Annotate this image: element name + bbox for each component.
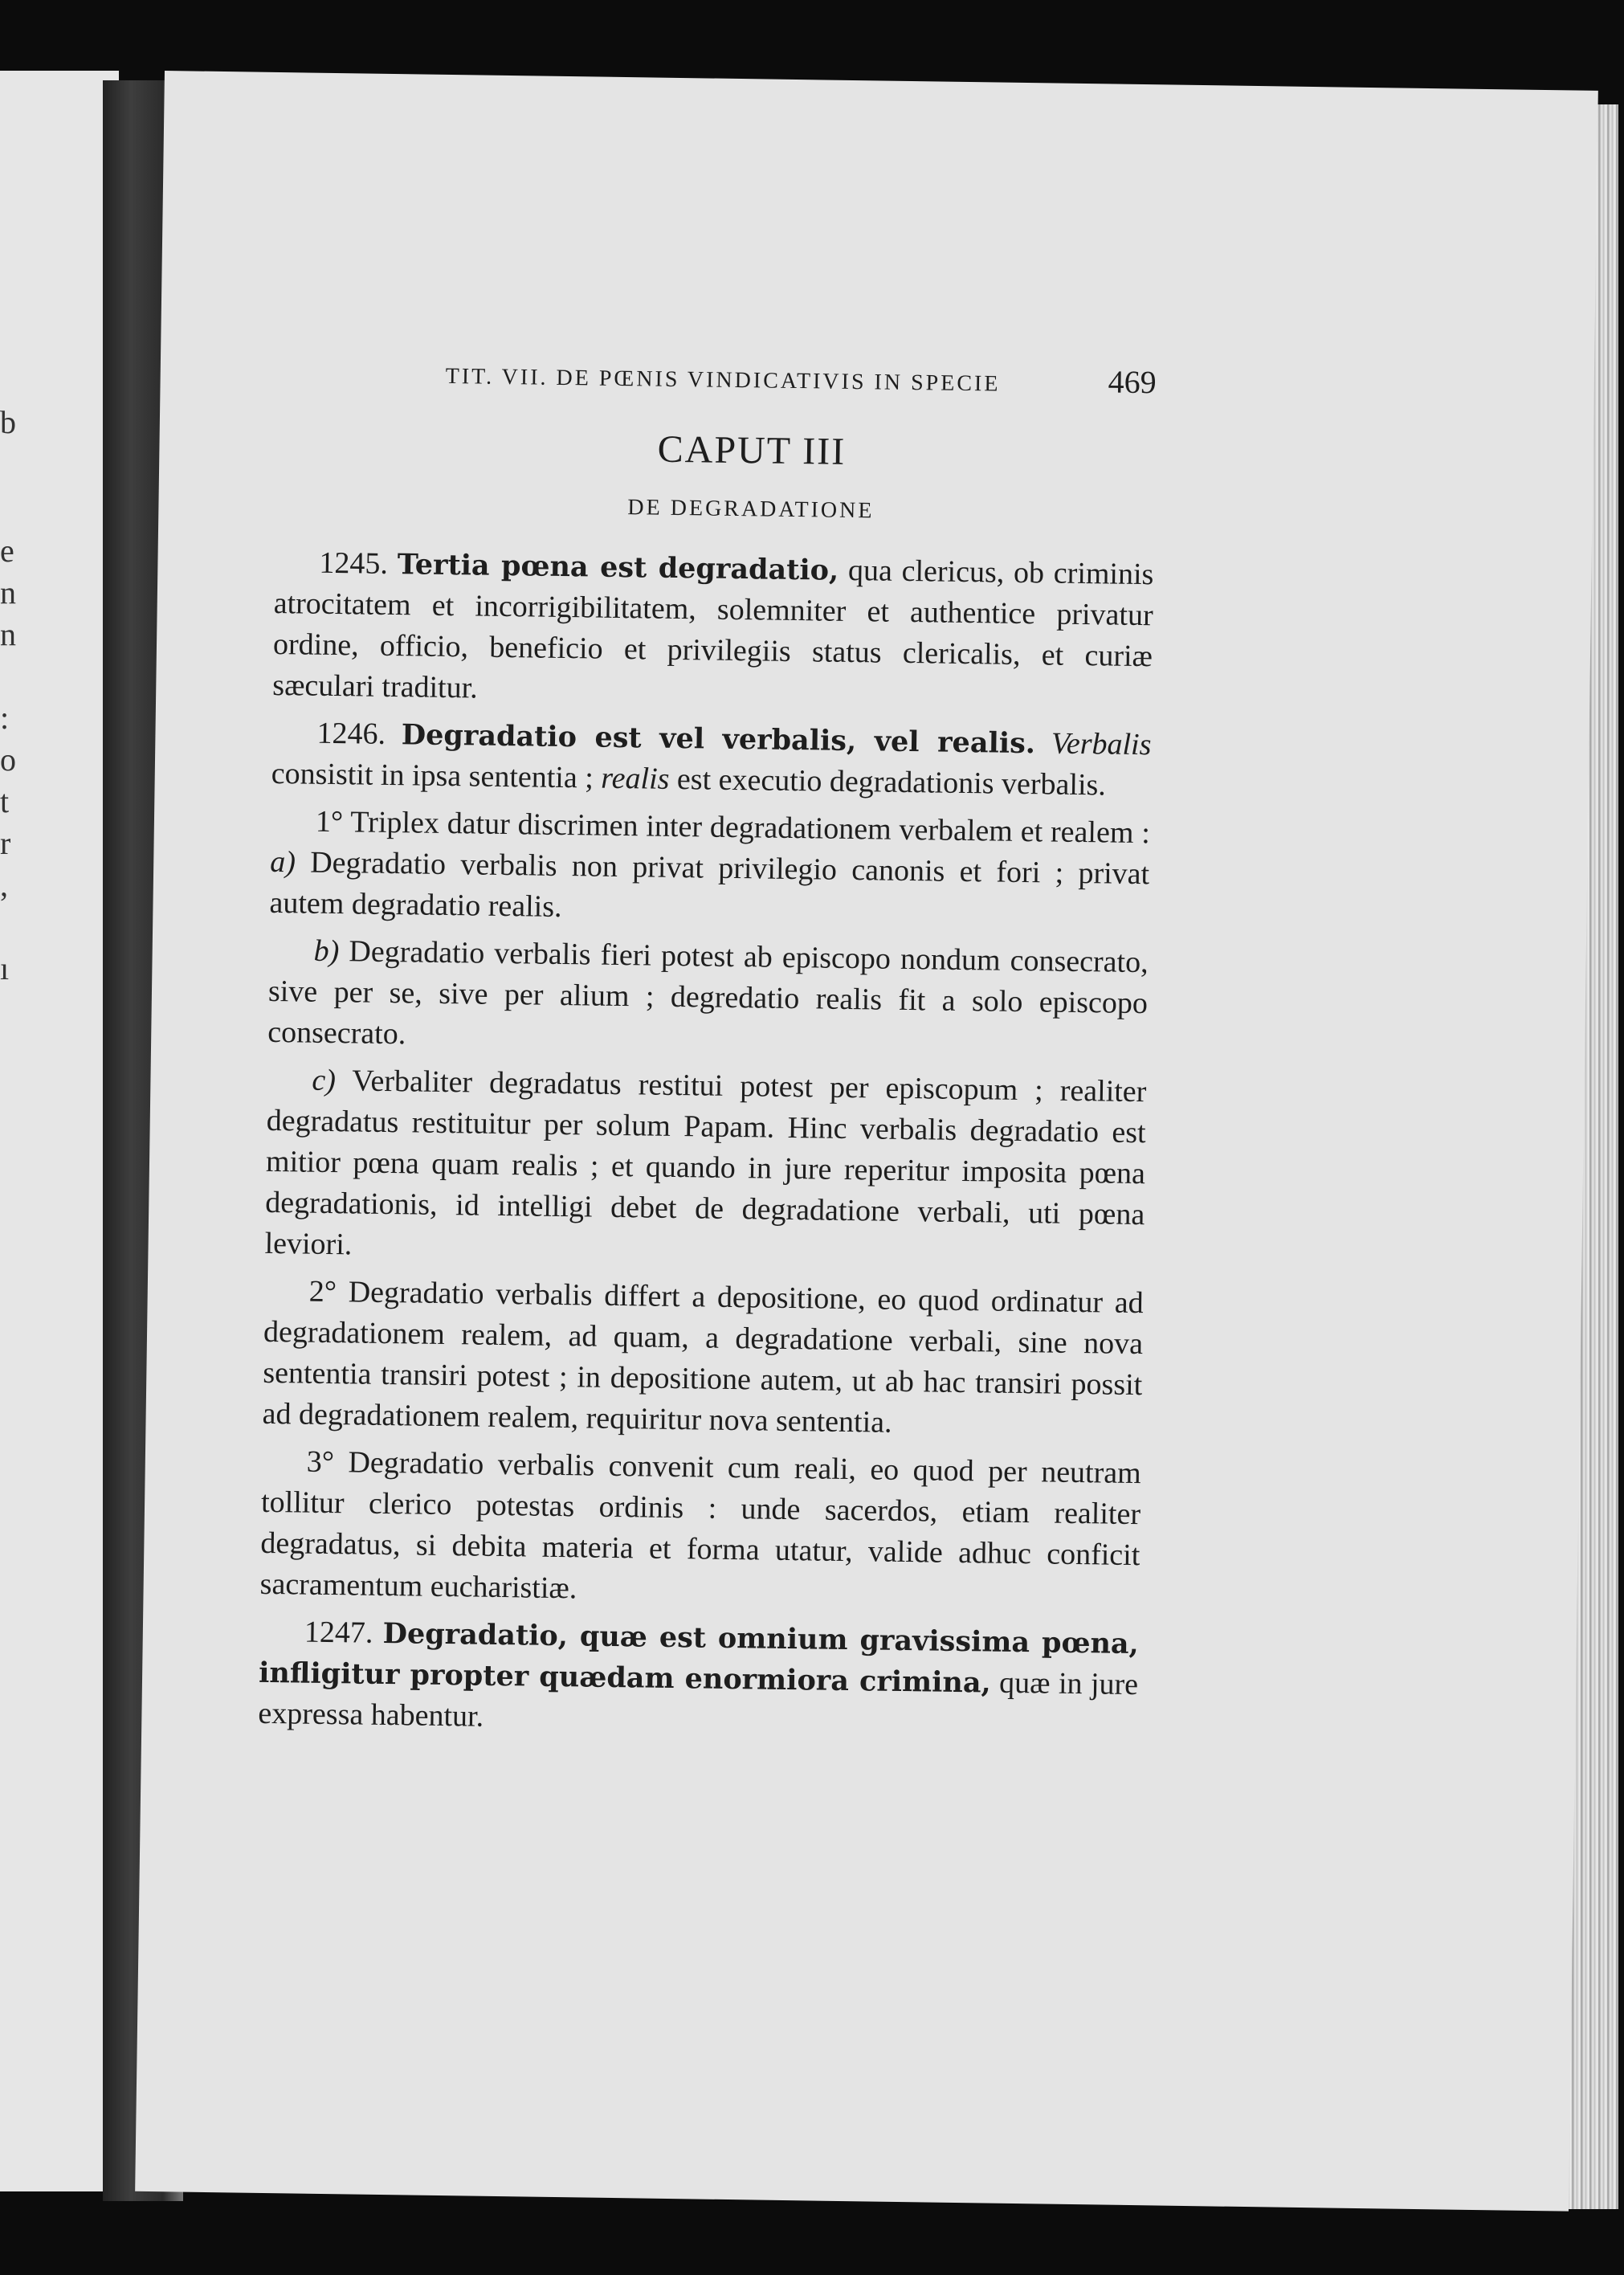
paragraph-3: 3° Degradatio verbalis convenit cum reali, eo quod per neutram tollitur clerico potestas ordinis : unde sacerdos, etiam realiter degradatus, si debita materia et forma utatur, valide adhuc conficit sacramentum eucharistiæ. [259, 1444, 1142, 1606]
section-heading: Tertia pœna est degradatio, [397, 548, 839, 587]
running-header [445, 352, 1157, 406]
left-page-fragment: n [0, 616, 16, 652]
page-text [258, 349, 1157, 1753]
left-page-fragment: n [0, 574, 16, 611]
paragraph-b [267, 930, 1149, 1065]
left-page-fragment: : [0, 700, 10, 736]
chapter-subtitle: DE DEGRADATIONE [627, 495, 875, 524]
paragraph-c [264, 1060, 1146, 1276]
section-body: consistit in ipsa sententia ; [271, 756, 602, 795]
chapter-title: CAPUT III [657, 427, 847, 473]
left-page-fragment: ı [0, 950, 10, 986]
section-number: 1246. [316, 716, 386, 751]
list-marker: a) [269, 844, 296, 880]
paragraph-1 [269, 801, 1150, 936]
left-page-fragment: r [0, 825, 11, 861]
left-page-edge [0, 71, 119, 2191]
italic-term: realis [601, 761, 670, 796]
section-body: qua clericus, ob criminis atrocitatem et incorrigibilitatem, solemniter et authentice privatur ordine, officio, beneficio et privilegiis status clericalis, et curiæ sæculari traditur. [272, 553, 1154, 705]
list-marker: c) [312, 1063, 337, 1098]
running-title: TIT. VII. DE PŒNIS VINDICATIVIS IN SPECIE [445, 363, 1001, 397]
italic-term: Verbalis [1051, 726, 1152, 762]
paragraph-body: Degradatio verbalis non privat privilegio canonis et fori ; privat autem degradatio realis. [269, 845, 1150, 925]
section-number: 1247. [304, 1615, 373, 1650]
section-1246 [271, 713, 1151, 807]
section-heading: Degradatio est vel verbalis, vel realis. [401, 718, 1036, 761]
section-body: est executio degradationis verbalis. [669, 762, 1107, 803]
paragraph-2: 2° Degradatio verbalis differt a depositione, eo quod ordinatur ad degradationem realem, ad quam, a degradatione verbali, sine nova sententia transiri potest ; in depositione autem, ut ab hac transiri possit ad degradationem realem, requiritur nova sententia. [262, 1274, 1144, 1440]
paragraph-body: Verbaliter degradatus restitui potest per episcopum ; realiter degradatus restituitur per solum Papam. Hinc verbalis degradatio est mitior pœna quam realis ; et quando in jure reperitur imposita pœna degradationis, id intelligi debet de degradatione verbali, uti pœna leviori. [264, 1064, 1147, 1262]
section-heading: Degradatio, quæ est omnium gravissima pœna, infligitur propter quædam enormiora crimina, [258, 1616, 1140, 1700]
list-marker: b) [313, 933, 340, 969]
section-1245 [272, 542, 1154, 718]
book-page [135, 71, 1598, 2212]
left-page-fragment: e [0, 533, 14, 569]
left-page-fragment: , [0, 867, 8, 903]
left-page-fragment: t [0, 783, 10, 819]
left-page-fragment: o [0, 741, 16, 778]
left-page-fragment: b [0, 404, 16, 440]
section-number: 1245. [319, 545, 389, 581]
paragraph-lead: 1° Triplex datur discrimen inter degradationem verbalem et realem : [315, 804, 1151, 851]
paragraph-body: Degradatio verbalis fieri potest ab episcopo nondum consecrato, sive per se, sive per alium ; degredatio realis fit a solo episcopo consecrato. [267, 934, 1149, 1052]
section-body: quæ in jure expressa habentur. [258, 1665, 1139, 1734]
section-1247 [258, 1611, 1139, 1746]
page-number: 469 [1108, 363, 1157, 401]
